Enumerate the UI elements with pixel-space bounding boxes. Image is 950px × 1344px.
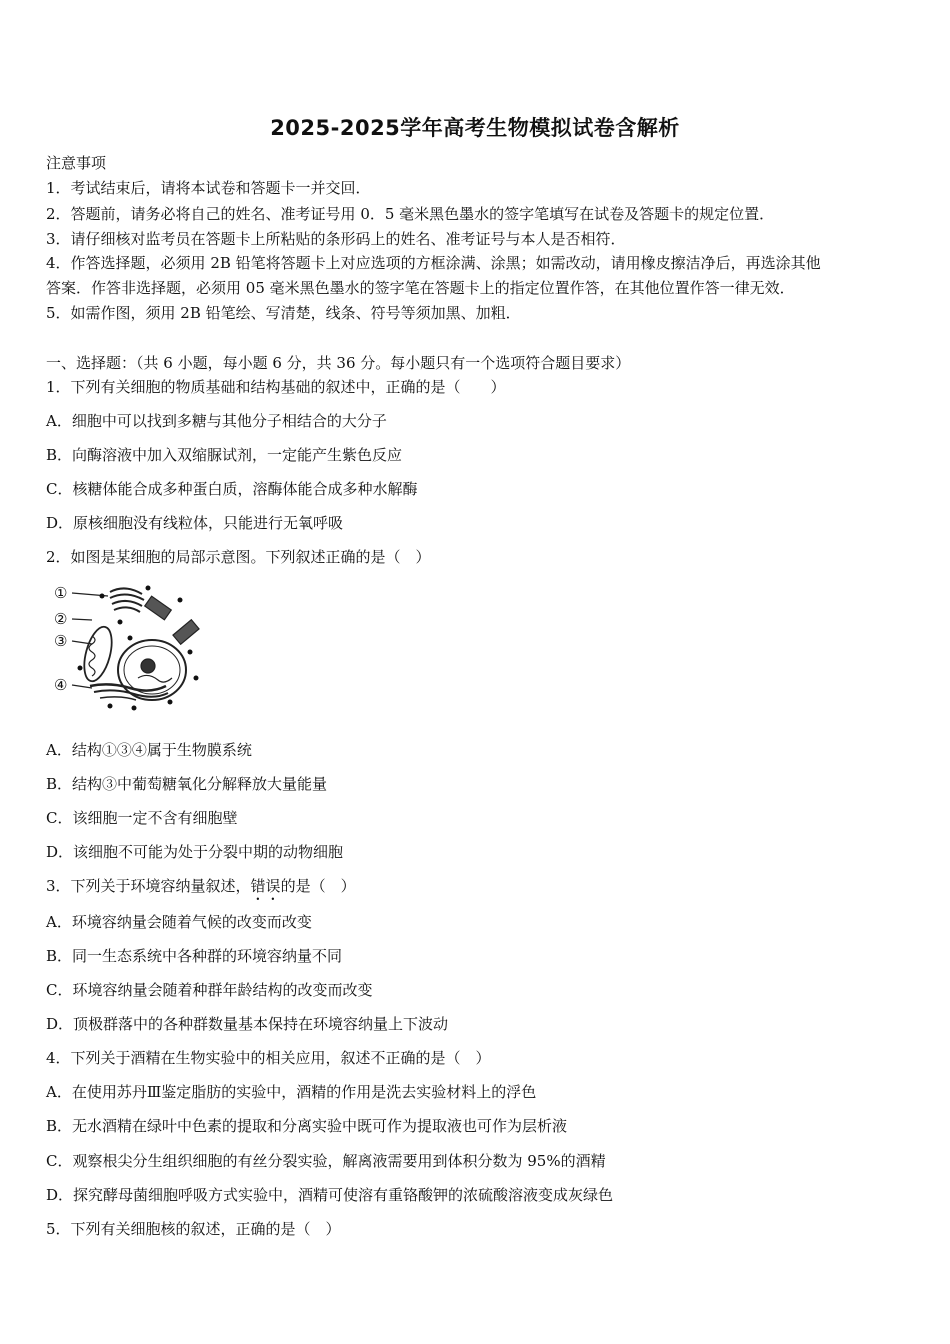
notice-item: 3．请仔细核对监考员在答题卡上所粘贴的条形码上的姓名、准考证号与本人是否相符． xyxy=(46,230,626,248)
stem-post: 的是（ ） xyxy=(280,877,356,895)
question-stem: 4．下列关于酒精在生物实验中的相关应用，叙述不正确的是（ ） xyxy=(46,1049,491,1067)
option-b: B．同一生态系统中各种群的环境容纳量不同 xyxy=(46,947,343,965)
notice-item: 5．如需作图，须用 2B 铅笔绘、写清楚，线条、符号等须加黑、加粗． xyxy=(46,304,521,322)
notice-item: 1．考试结束后，请将本试卷和答题卡一并交回． xyxy=(46,179,371,197)
question-stem xyxy=(46,875,356,904)
notice-item: 4．作答选择题，必须用 2B 铅笔将答题卡上对应选项的方框涂满、涂黑；如需改动，请用橡皮擦洁净后，再选涂其他 xyxy=(46,254,821,272)
option-c: C．核糖体能合成多种蛋白质，溶酶体能合成多种水解酶 xyxy=(46,480,418,498)
figure-label-4: ④ xyxy=(54,676,68,694)
figure-label-3: ③ xyxy=(54,632,68,650)
option-b: B．结构③中葡萄糖氧化分解释放大量能量 xyxy=(46,775,328,793)
option-a: A．结构①③④属于生物膜系统 xyxy=(46,741,252,759)
notice-item: 2．答题前，请务必将自己的姓名、准考证号用 0．5 毫米黑色墨水的签字笔填写在试卷及答题卡的规定位置． xyxy=(46,205,775,223)
section-title: 一、选择题：（共 6 小题，每小题 6 分，共 36 分。每小题只有一个选项符合题目要求） xyxy=(46,354,631,372)
option-d: D．该细胞不可能为处于分裂中期的动物细胞 xyxy=(46,843,344,861)
stem-emphasis: 错误 xyxy=(250,877,281,895)
page-title: 2025-2025学年高考生物模拟试卷含解析 xyxy=(270,116,680,140)
stem-pre: 3．下列关于环境容纳量叙述， xyxy=(46,877,251,895)
option-b: B．向酶溶液中加入双缩脲试剂，一定能产生紫色反应 xyxy=(46,446,403,464)
option-d: D．顶极群落中的各种群数量基本保持在环境容纳量上下波动 xyxy=(46,1015,449,1033)
question-stem: 5．下列有关细胞核的叙述，正确的是（ ） xyxy=(46,1220,341,1238)
notice-heading: 注意事项 xyxy=(46,154,107,172)
option-c: C．该细胞一定不含有细胞壁 xyxy=(46,809,238,827)
option-a: A．在使用苏丹Ⅲ鉴定脂肪的实验中，酒精的作用是洗去实验材料上的浮色 xyxy=(46,1083,537,1101)
option-d: D．探究酵母菌细胞呼吸方式实验中，酒精可使溶有重铬酸钾的浓硫酸溶液变成灰绿色 xyxy=(46,1186,614,1204)
figure-label-2: ② xyxy=(54,610,68,628)
option-b: B．无水酒精在绿叶中色素的提取和分离实验中既可作为提取液也可作为层析液 xyxy=(46,1117,568,1135)
question-stem: 1．下列有关细胞的物质基础和结构基础的叙述中，正确的是（ ） xyxy=(46,378,506,396)
figure-label-1: ① xyxy=(54,584,68,602)
option-a: A．环境容纳量会随着气候的改变而改变 xyxy=(46,913,312,931)
notice-item: 答案．作答非选择题，必须用 05 毫米黑色墨水的签字笔在答题卡上的指定位置作答，在其他位置作答一律无效． xyxy=(46,279,795,297)
option-c: C．观察根尖分生组织细胞的有丝分裂实验，解离液需要用到体积分数为 95%的酒精 xyxy=(46,1152,606,1170)
option-a: A．细胞中可以找到多糖与其他分子相结合的大分子 xyxy=(46,412,387,430)
option-c: C．环境容纳量会随着种群年龄结构的改变而改变 xyxy=(46,981,373,999)
option-d: D．原核细胞没有线粒体，只能进行无氧呼吸 xyxy=(46,514,344,532)
question-stem: 2．如图是某细胞的局部示意图。下列叙述正确的是（ ） xyxy=(46,548,431,566)
cell-diagram xyxy=(50,578,210,712)
